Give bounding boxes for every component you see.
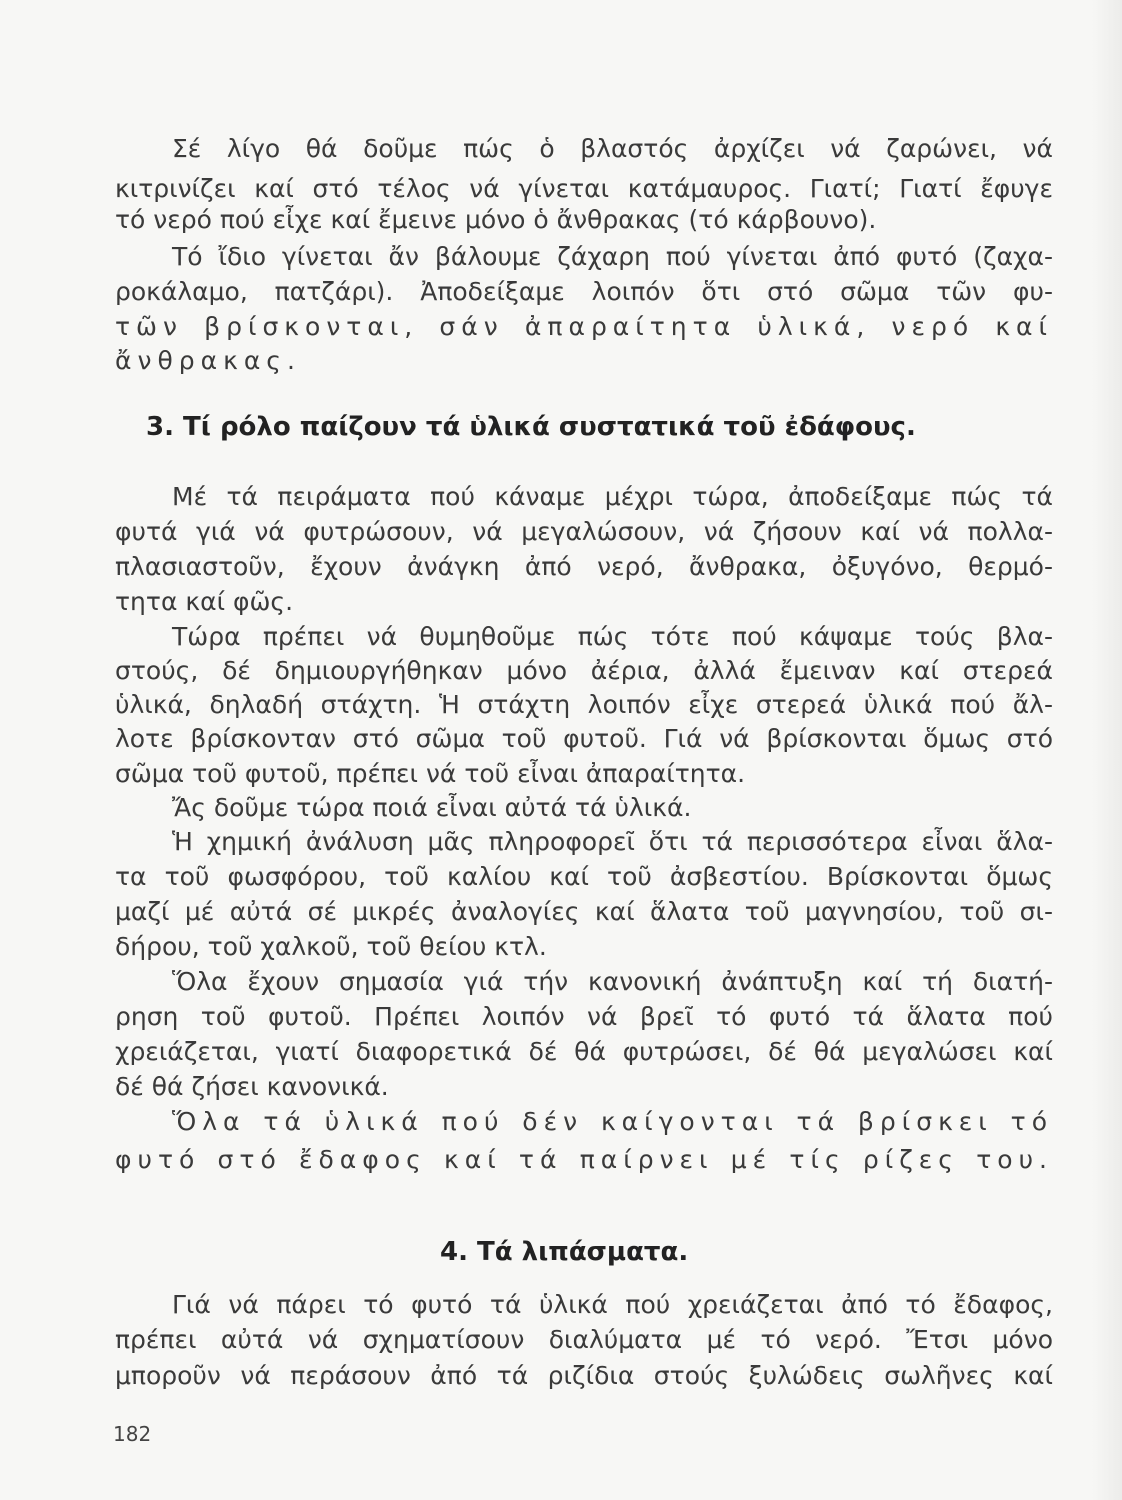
text-line: φυτό στό ἔδαφος καί τά παίρνει μέ τίς ρίζες του. [115,1145,1053,1174]
text-line: σῶμα τοῦ φυτοῦ, πρέπει νά τοῦ εἶναι ἀπαραίτητα. [115,759,746,788]
text-line: Ἡ χημική ἀνάλυση μᾶς πληροφορεῖ ὅτι τά περισσότερα εἶναι ἅλα- [172,827,1053,856]
text-line: τῶν βρίσκονται, σάν ἀπαραίτητα ὑλικά, νερό καί [115,312,1053,341]
text-line: κιτρινίζει καί στό τέλος νά γίνεται κατάμαυρος. Γιατί; Γιατί ἔφυγε [115,174,1053,203]
text-line: δέ θά ζήσει κανονικά. [115,1072,389,1101]
text-line: λοτε βρίσκονταν στό σῶμα τοῦ φυτοῦ. Γιά νά βρίσκονται ὅμως στό [115,724,1053,753]
text-line: πρέπει αὐτά νά σχηματίσουν διαλύματα μέ τό νερό. Ἔτσι μόνο [115,1325,1053,1354]
text-line: ὑλικά, δηλαδή στάχτη. Ἡ στάχτη λοιπόν εἶχε στερεά ὑλικά πού ἄλ- [115,690,1053,719]
text-line: μαζί μέ αὐτά σέ μικρές ἀναλογίες καί ἅλατα τοῦ μαγνησίου, τοῦ σι- [115,897,1053,926]
text-line: Μέ τά πειράματα πού κάναμε μέχρι τώρα, ἀποδείξαμε πώς τά [172,482,1053,511]
text-line: Τώρα πρέπει νά θυμηθοῦμε πώς τότε πού κάψαμε τούς βλα- [172,622,1053,651]
text-line: Ἄς δοῦμε τώρα ποιά εἶναι αὐτά τά ὑλικά. [172,793,692,822]
text-line: Γιά νά πάρει τό φυτό τά ὑλικά πού χρειάζεται ἀπό τό ἔδαφος, [172,1290,1053,1319]
text-line: στούς, δέ δημιουργήθηκαν μόνο ἀέρια, ἀλλά ἔμειναν καί στερεά [115,656,1053,685]
section-heading: 3. Τί ρόλο παίζουν τά ὑλικά συστατικά τοῦ ἐδάφους. [146,412,916,442]
text-line: φυτά γιά νά φυτρώσουν, νά μεγαλώσουν, νά ζήσουν καί νά πολλα- [115,517,1053,546]
section-heading: 4. Τά λιπάσματα. [440,1237,689,1267]
text-line: ἄνθρακας. [115,346,301,375]
text-line: Ὅλα ἔχουν σημασία γιά τήν κανονική ἀνάπτυξη καί τή διατή- [172,967,1053,996]
text-line: μποροῦν νά περάσουν ἀπό τά ριζίδια στούς ξυλώδεις σωλῆνες καί [115,1361,1053,1390]
text-line: Ὅλα τά ὑλικά πού δέν καίγονται τά βρίσκει τό [172,1107,1053,1136]
page-edge-shadow [1092,0,1122,1500]
text-line: ροκάλαμο, πατζάρι). Ἀποδείξαμε λοιπόν ὅτι στό σῶμα τῶν φυ- [115,277,1053,306]
text-line: Σέ λίγο θά δοῦμε πώς ὁ βλαστός ἀρχίζει νά ζαρώνει, νά [172,134,1053,163]
text-line: τητα καί φῶς. [115,587,294,616]
page-number: 182 [113,1422,152,1446]
text-line: Τό ἴδιο γίνεται ἄν βάλουμε ζάχαρη πού γίνεται ἀπό φυτό (ζαχα- [172,242,1053,271]
text-line: τό νερό πού εἶχε καί ἔμεινε μόνο ὁ ἄνθρακας (τό κάρβουνο). [115,205,877,234]
text-line: δήρου, τοῦ χαλκοῦ, τοῦ θείου κτλ. [115,932,547,961]
text-line: χρειάζεται, γιατί διαφορετικά δέ θά φυτρώσει, δέ θά μεγαλώσει καί [115,1037,1053,1066]
text-line: πλασιαστοῦν, ἔχουν ἀνάγκη ἀπό νερό, ἄνθρακα, ὀξυγόνο, θερμό- [115,552,1053,581]
text-line: ρηση τοῦ φυτοῦ. Πρέπει λοιπόν νά βρεῖ τό φυτό τά ἅλατα πού [115,1002,1053,1031]
text-line: τα τοῦ φωσφόρου, τοῦ καλίου καί τοῦ ἀσβεστίου. Βρίσκονται ὅμως [115,862,1053,891]
